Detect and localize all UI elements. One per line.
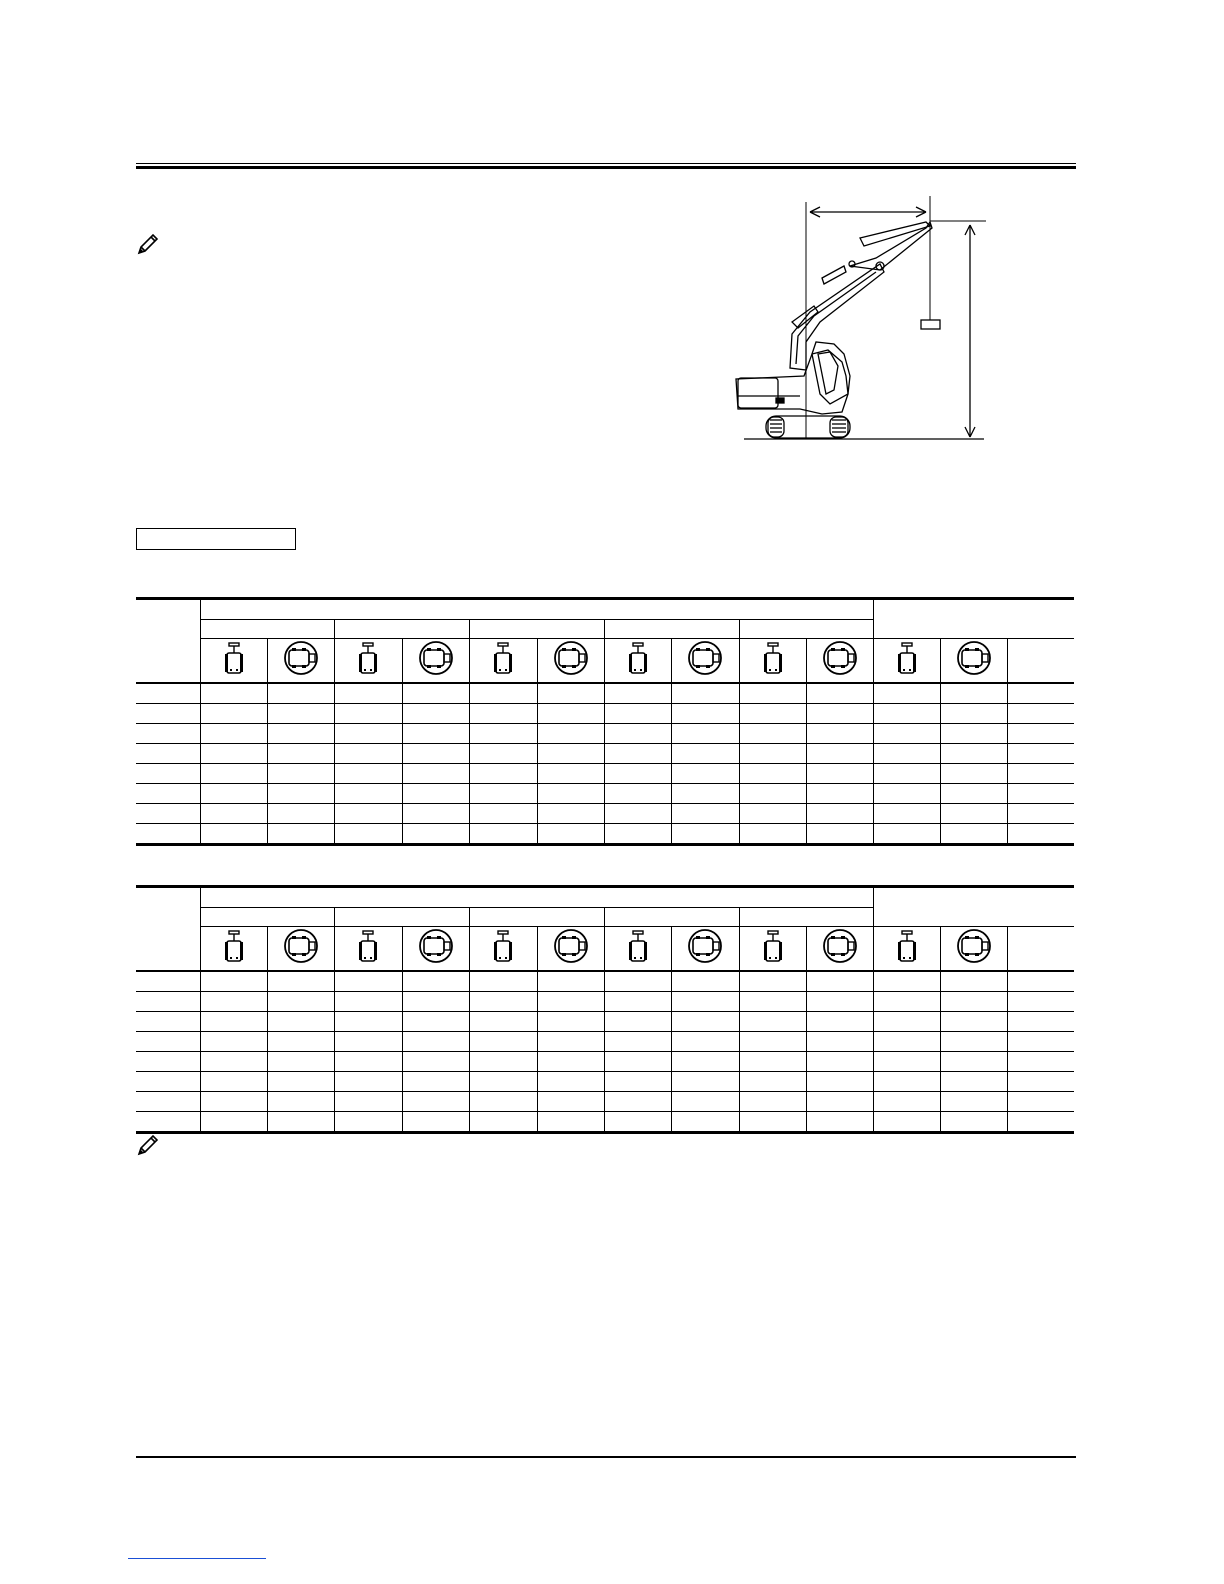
table-row (136, 744, 1074, 764)
header-cell (334, 620, 469, 639)
lift-capacity-table-2 (136, 885, 1074, 1134)
table-row (136, 1092, 1074, 1112)
table-row (136, 724, 1074, 744)
header-rule-thick (136, 166, 1076, 169)
table-row (136, 1012, 1074, 1032)
over-side-icon (687, 928, 723, 964)
header-cell (604, 620, 739, 639)
table-row (136, 1052, 1074, 1072)
header-cell (739, 620, 873, 639)
over-side-icon (956, 640, 992, 676)
header-cell (739, 908, 873, 927)
header-cell (136, 927, 200, 972)
footer-rule (136, 1456, 1076, 1458)
header-cell (873, 620, 1074, 639)
table-row (136, 971, 1074, 992)
table-row (136, 824, 1074, 845)
header-cell (200, 908, 334, 927)
over-side-icon (822, 928, 858, 964)
header-cell (1007, 639, 1074, 684)
header-cell (200, 599, 873, 620)
header-cell (200, 620, 334, 639)
section-label-box (136, 528, 296, 550)
table-row (136, 764, 1074, 784)
over-side-icon (283, 928, 319, 964)
over-side-icon (418, 640, 454, 676)
header-cell (469, 620, 604, 639)
footer-link[interactable] (128, 1558, 266, 1559)
pencil-icon (136, 232, 160, 256)
table-row (136, 1032, 1074, 1052)
header-cell (200, 887, 873, 908)
table-row (136, 784, 1074, 804)
over-side-icon (956, 928, 992, 964)
header-rule-thin (136, 163, 1076, 164)
over-side-icon (418, 928, 454, 964)
excavator-lifting-diagram (730, 194, 1000, 450)
over-front-icon (358, 641, 378, 675)
over-front-icon (897, 641, 917, 675)
table-row (136, 683, 1074, 704)
header-cell (873, 887, 1074, 908)
over-front-icon (628, 929, 648, 963)
header-cell (604, 908, 739, 927)
over-side-icon (283, 640, 319, 676)
table-row (136, 1112, 1074, 1133)
header-cell (136, 908, 200, 927)
header-cell (136, 639, 200, 684)
header-cell (136, 887, 200, 908)
pencil-icon (136, 1133, 160, 1157)
header-cell (334, 908, 469, 927)
over-front-icon (763, 929, 783, 963)
header-cell (873, 908, 1074, 927)
over-side-icon (553, 640, 589, 676)
over-side-icon (687, 640, 723, 676)
over-front-icon (493, 929, 513, 963)
lift-capacity-table-1 (136, 597, 1074, 846)
over-front-icon (763, 641, 783, 675)
over-front-icon (628, 641, 648, 675)
over-front-icon (224, 929, 244, 963)
over-front-icon (897, 929, 917, 963)
header-cell (873, 599, 1074, 620)
header-cell (136, 620, 200, 639)
over-side-icon (822, 640, 858, 676)
header-cell (469, 908, 604, 927)
over-front-icon (493, 641, 513, 675)
table-row (136, 992, 1074, 1012)
over-front-icon (358, 929, 378, 963)
over-side-icon (553, 928, 589, 964)
table-row (136, 1072, 1074, 1092)
header-cell (1007, 927, 1074, 972)
table-row (136, 704, 1074, 724)
table-row (136, 804, 1074, 824)
over-front-icon (224, 641, 244, 675)
header-cell (136, 599, 200, 620)
